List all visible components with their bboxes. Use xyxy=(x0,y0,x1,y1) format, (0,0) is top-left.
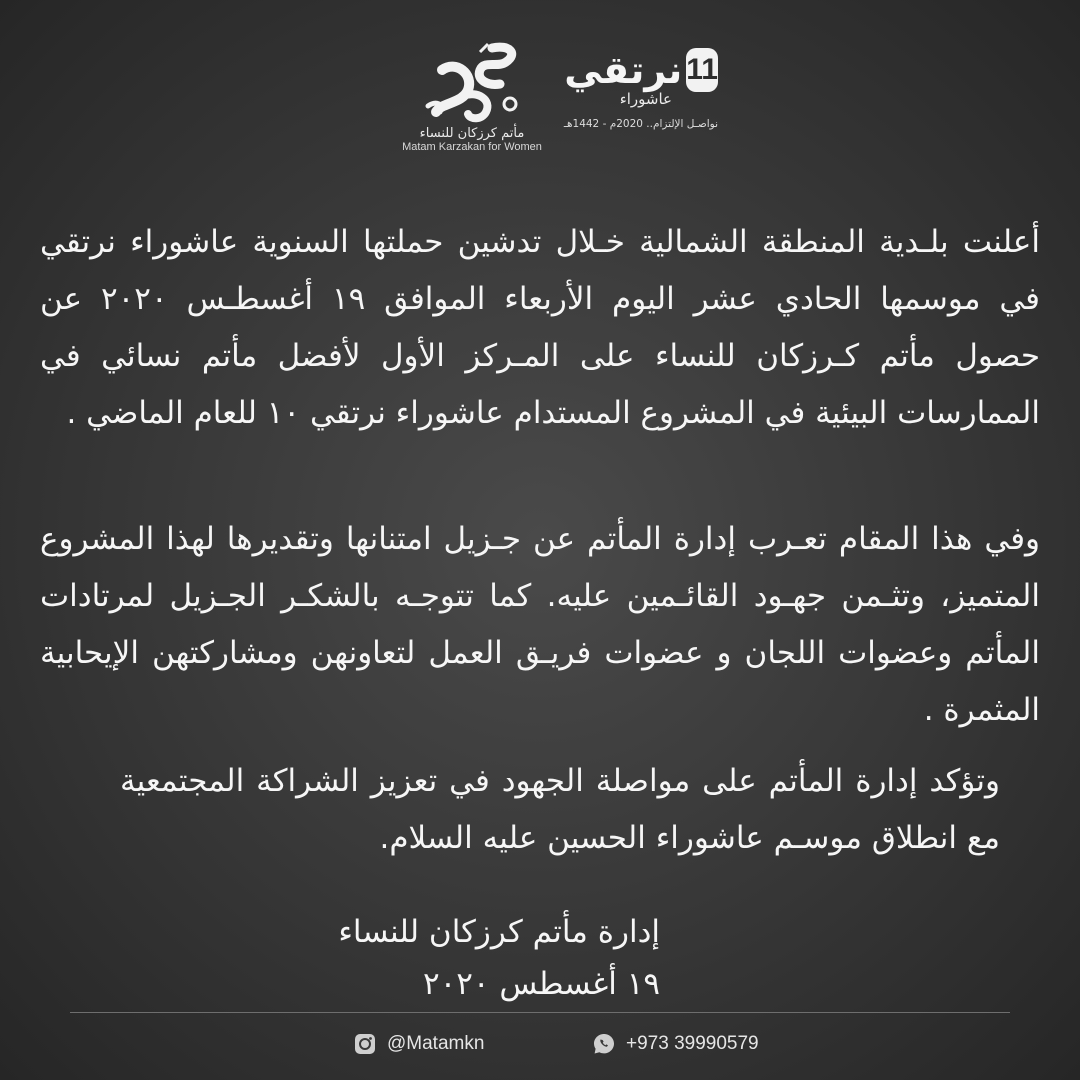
matam-logo-english-name: Matam Karzakan for Women xyxy=(402,141,542,153)
whatsapp-contact[interactable] xyxy=(592,1032,759,1056)
announcement-paragraph-2: وفي هذا المقام تعـرب إدارة المأتم عن جـزيل امتنانها وتقديرها لهذا المشروع المتميز، وتثـمن جهـود القائـمين عليه. كما تتوجـه بالشكـر الجـزيل لمرتادات المأتم وعضوات اللجان و عضوات فريـق العمل لتعاونهن ومشاركتهن الإيحابية المثمرة . xyxy=(40,521,1040,728)
whatsapp-icon xyxy=(592,1032,616,1056)
instagram-handle: @Matamkn xyxy=(387,1033,485,1054)
ashura-nartaqi-logo xyxy=(563,48,718,158)
instagram-icon xyxy=(353,1032,377,1056)
instagram-contact[interactable] xyxy=(353,1032,484,1056)
ashura-logo-subtitle: عاشوراء xyxy=(619,90,672,108)
ashura-logo-tagline: نواصـل الإلتزام.. 2020م - 1442هـ xyxy=(563,118,718,130)
signature-block xyxy=(338,906,660,1010)
announcement-paragraph-3: وتؤكد إدارة المأتم على مواصلة الجهود في تعزيز الشراكة المجتمعية مع انطلاق موسـم عاشوراء الحسين عليه السلام. xyxy=(120,763,1000,856)
ashura-logo-number-badge: 11 xyxy=(686,48,718,92)
matam-logo-arabic-name: مأتم كرزكان للنساء xyxy=(419,126,525,141)
footer-divider xyxy=(70,1012,1010,1013)
matam-karzakan-logo xyxy=(392,40,552,160)
calligraphy-logo-icon xyxy=(422,40,522,124)
whatsapp-number: +973 39990579 xyxy=(626,1033,759,1054)
signature-organization: إدارة مأتم كرزكان للنساء xyxy=(338,914,660,950)
announcement-paragraph-1: أعلنت بلـدية المنطقة الشمالية خـلال تدشين حملتها السنوية عاشوراء نرتقي في موسمها الحادي عشر اليوم الأربعاء الموافق ١٩ أغسطـس ٢٠٢٠ عن حصول مأتم كـرزكان للنساء على المـركز الأول لأفضل مأتم نسائي في الممارسات البيئية في المشروع المستدام عاشوراء نرتقي ١٠ للعام الماضي . xyxy=(40,224,1041,431)
ashura-logo-brand: نرتقي xyxy=(564,48,683,92)
signature-date: ١٩ أغسطس ٢٠٢٠ xyxy=(422,966,660,1002)
